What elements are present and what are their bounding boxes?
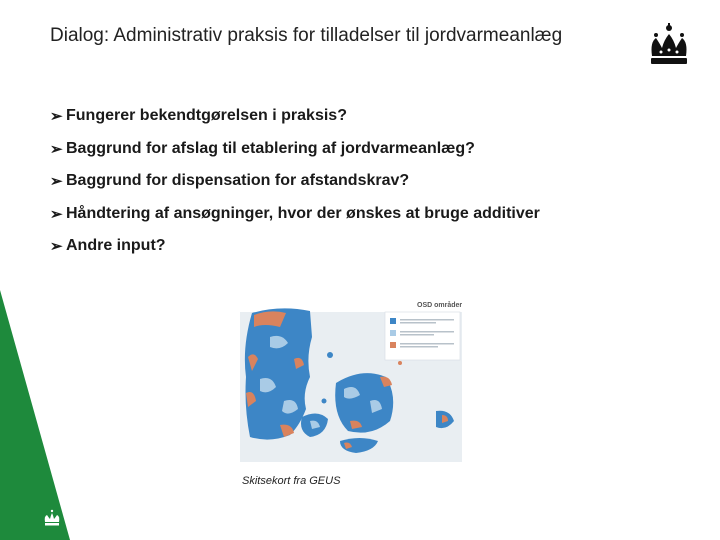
arrow-bullet-icon: ➢	[50, 173, 63, 190]
crown-logo-icon	[644, 20, 694, 70]
map-legend-title: OSD områder	[417, 302, 462, 309]
bullet-list	[50, 105, 540, 268]
bullet-item: ➢ Fungerer bekendtgørelsen i praksis?	[50, 107, 347, 125]
map-caption: Skitsekort fra GEUS	[242, 475, 341, 487]
arrow-bullet-icon: ➢	[50, 140, 63, 158]
denmark-osd-map	[240, 297, 462, 462]
slide-title: Dialog: Administrativ praksis for tilladelser til jordvarmeanlæg	[50, 25, 563, 46]
bullet-item: ➢ Håndtering af ansøgninger, hvor der ønskes at bruge additiver	[50, 204, 540, 223]
green-corner-shape	[0, 290, 70, 540]
bullet-item: ➢ Andre input?	[50, 237, 166, 255]
small-crown-icon	[42, 508, 62, 528]
bullet-item: ➢ Baggrund for dispensation for afstandskrav?	[50, 172, 410, 190]
bullet-item: ➢ Baggrund for afslag til etablering af jordvarmeanlæg?	[50, 139, 475, 158]
arrow-bullet-icon: ➢	[50, 205, 63, 223]
arrow-bullet-icon: ➢	[50, 108, 63, 125]
arrow-bullet-icon: ➢	[50, 238, 63, 255]
